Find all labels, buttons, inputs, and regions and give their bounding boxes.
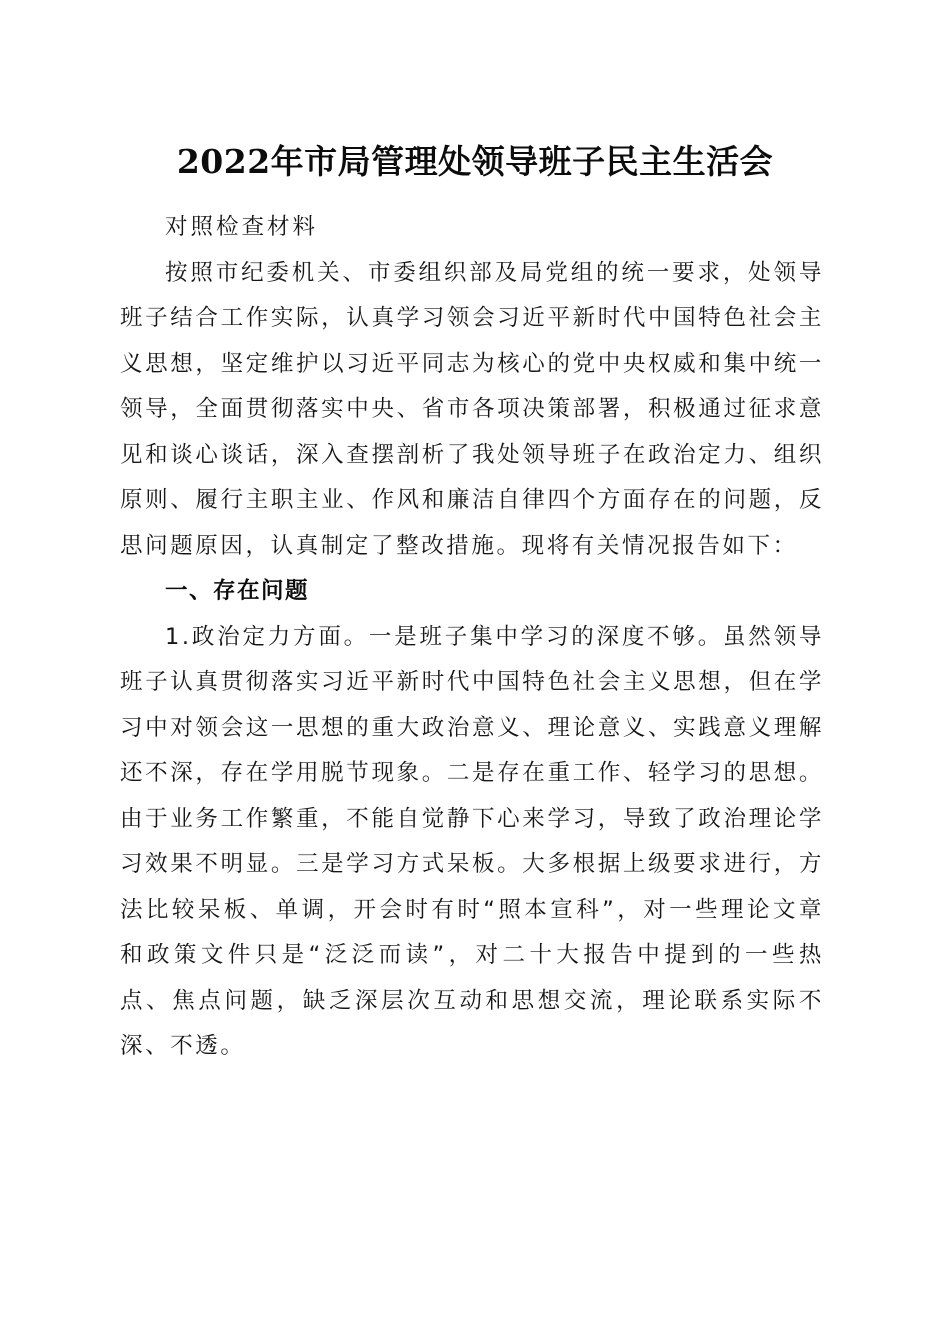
document-subtitle: 对照检查材料 bbox=[165, 214, 319, 240]
document-title: 2022年市局管理处领导班子民主生活会 bbox=[176, 142, 774, 181]
problem-item-political: 1.政治定力方面。一是班子集中学习的深度不够。虽然领导班子认真贯彻落实习近平新时代中国特色社会主义思想，但在学习中对领会这一思想的重大政治意义、理论意义、实践意义理解还不深，存在学用脱节现象。二是存在重工作、轻学习的思想。由于业务工作繁重，不能自觉静下心来学习，导致了政治理论学习效果不明显。三是学习方式呆板。大多根据上级要求进行，方法比较呆板、单调，开会时有时“照本宣科”，对一些理论文章和政策文件只是“泛泛而读”，对二十大报告中提到的一些热点、焦点问题，缺乏深层次互动和思想交流，理论联系实际不深、不透。 bbox=[120, 623, 824, 1059]
section-heading-problems: 一、存在问题 bbox=[165, 578, 310, 604]
document-body bbox=[120, 205, 824, 1070]
intro-paragraph: 按照市纪委机关、市委组织部及局党组的统一要求，处领导班子结合工作实际，认真学习领会习近平新时代中国特色社会主义思想，坚定维护以习近平同志为核心的党中央权威和集中统一领导，全面贯彻落实中央、省市各项决策部署，积极通过征求意见和谈心谈话，深入查摆剖析了我处领导班子在政治定力、组织原则、履行主职主业、作风和廉洁自律四个方面存在的问题，反思问题原因，认真制定了整改措施。现将有关情况报告如下： bbox=[120, 259, 824, 559]
